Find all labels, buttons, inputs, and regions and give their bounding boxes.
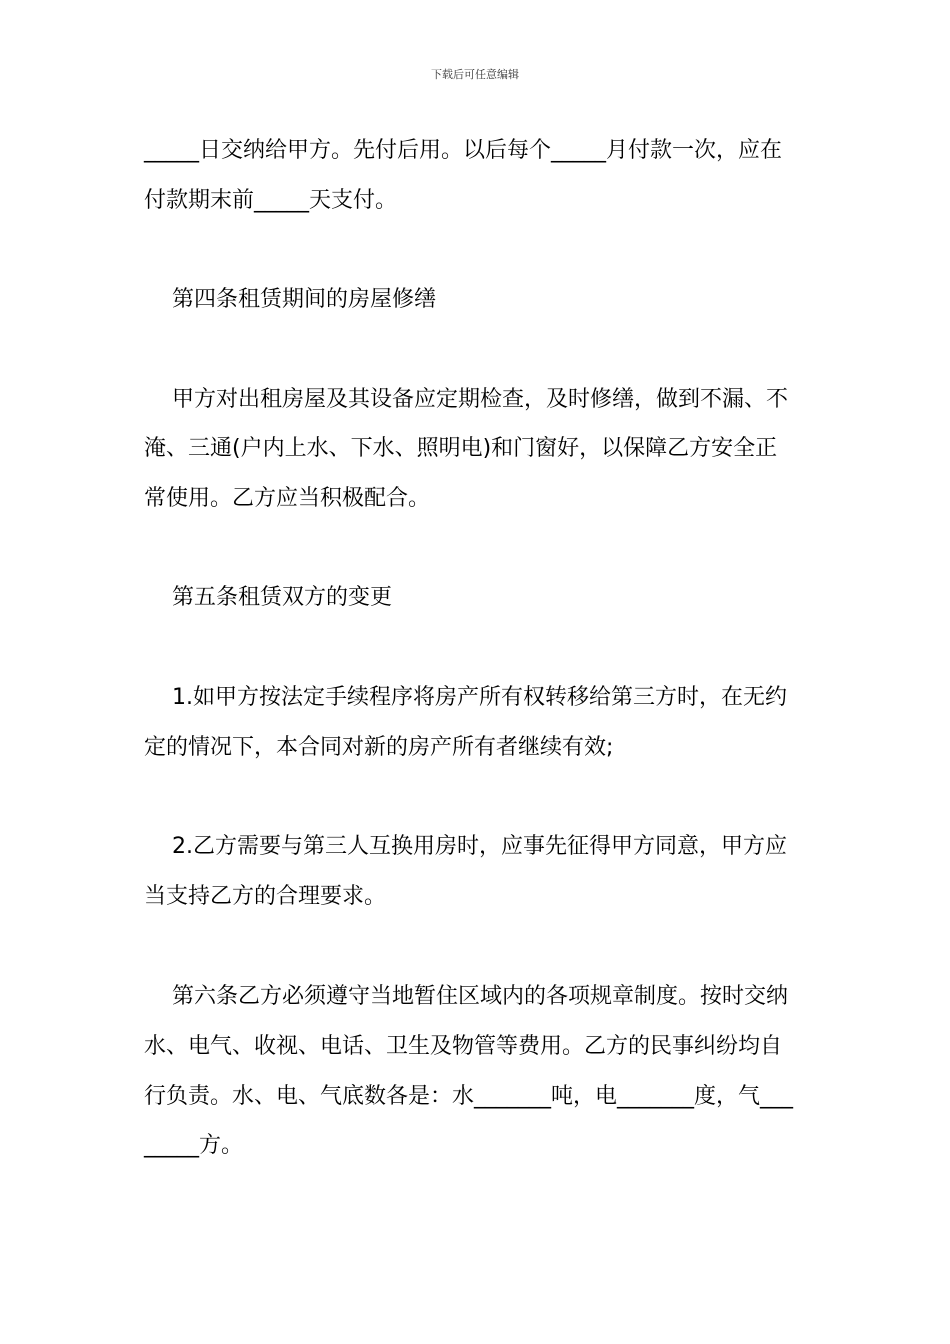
body-line: 行负责。水、电、气底数各是：水_______吨，电_______度，气___ [144,1084,794,1109]
page-header: 下载后可任意编辑 [431,68,519,81]
body-line: _____方。 [144,1133,244,1158]
body-line: _____日交纳给甲方。先付后用。以后每个_____月付款一次，应在 [144,138,783,163]
article-4-heading: 第四条租赁期间的房屋修缮 [172,287,437,312]
body-line: 常使用。乙方应当积极配合。 [144,486,431,511]
body-line: 水、电气、收视、电话、卫生及物管等费用。乙方的民事纠纷均自 [144,1034,783,1059]
article-5-heading: 第五条租赁双方的变更 [172,585,393,610]
body-line: 甲方对出租房屋及其设备应定期检查，及时修缮，做到不漏、不 [172,387,789,412]
body-line: 1.如甲方按法定手续程序将房产所有权转移给第三方时，在无约 [172,685,787,710]
body-line: 定的情况下，本合同对新的房产所有者继续有效; [144,735,614,760]
body-line: 当支持乙方的合理要求。 [144,884,387,909]
body-line: 淹、三通(户内上水、下水、照明电)和门窗好，以保障乙方安全正 [144,436,778,461]
body-line: 付款期末前_____天支付。 [144,188,398,213]
body-line: 2.乙方需要与第三人互换用房时，应事先征得甲方同意，甲方应 [172,834,787,859]
article-6-paragraph: 第六条乙方必须遵守当地暂住区域内的各项规章制度。按时交纳 [172,984,789,1009]
